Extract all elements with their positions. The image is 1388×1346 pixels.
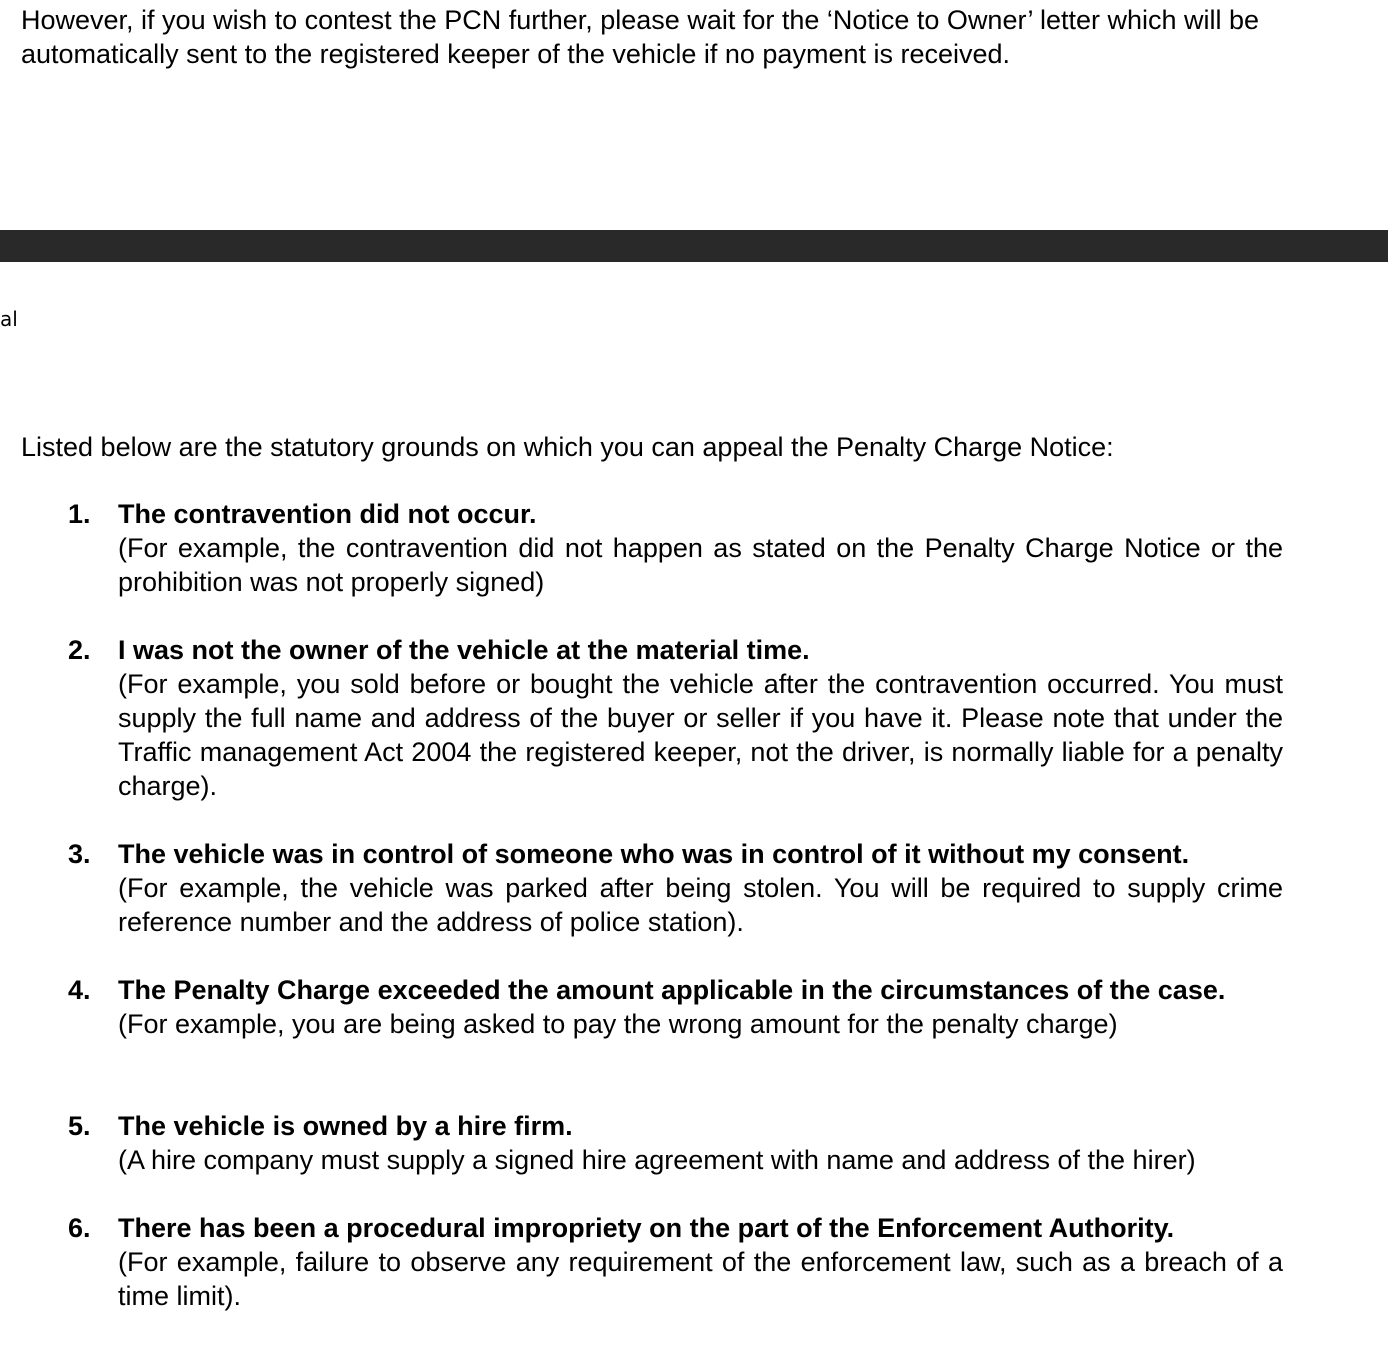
ground-number: 1. <box>68 499 91 529</box>
ground-description: (A hire company must supply a signed hire agreement with name and address of the hirer) <box>118 1145 1196 1175</box>
ground-title: There has been a procedural impropriety on the part of the Enforcement Authority. <box>118 1213 1175 1243</box>
ground-description: (For example, you are being asked to pay the wrong amount for the penalty charge) <box>118 1009 1118 1039</box>
ground-title: The contravention did not occur. <box>118 499 537 529</box>
ground-title: The vehicle is owned by a hire firm. <box>118 1111 573 1141</box>
ground-item <box>68 497 1283 599</box>
ground-number: 5. <box>68 1111 91 1141</box>
truncated-heading-fragment: al <box>0 307 18 331</box>
ground-number: 3. <box>68 839 91 869</box>
ground-item <box>68 1211 1283 1313</box>
ground-item <box>68 633 1283 803</box>
ground-item <box>68 1109 1283 1177</box>
grounds-intro: Listed below are the statutory grounds on which you can appeal the Penalty Charge Notice: <box>21 432 1114 462</box>
ground-number: 4. <box>68 975 91 1005</box>
ground-description: (For example, failure to observe any requirement of the enforcement law, such as a breach of a time limit). <box>118 1247 1283 1311</box>
ground-title: The vehicle was in control of someone who was in control of it without my consent. <box>118 839 1190 869</box>
contest-pcn-paragraph: However, if you wish to contest the PCN further, please wait for the ‘Notice to Owner’ letter which will be automatically sent to the registered keeper of the vehicle if no payment is received. <box>21 5 1260 69</box>
ground-title: The Penalty Charge exceeded the amount applicable in the circumstances of the case. <box>118 975 1226 1005</box>
ground-number: 2. <box>68 635 91 665</box>
ground-description: (For example, the contravention did not happen as stated on the Penalty Charge Notice or the prohibition was not properly signed) <box>118 533 1283 597</box>
ground-item <box>68 837 1283 939</box>
dark-divider-bar <box>0 230 1388 262</box>
ground-description: (For example, the vehicle was parked after being stolen. You will be required to supply crime reference number and the address of police station). <box>118 873 1283 937</box>
ground-item <box>68 973 1283 1041</box>
ground-description: (For example, you sold before or bought the vehicle after the contravention occurred. You must supply the full name and address of the buyer or seller if you have it. Please note that under the Traffic management Act 2004 the registered keeper, not the driver, is normally liable for a penalty charge). <box>118 669 1283 801</box>
ground-title: I was not the owner of the vehicle at the material time. <box>118 635 810 665</box>
ground-number: 6. <box>68 1213 91 1243</box>
